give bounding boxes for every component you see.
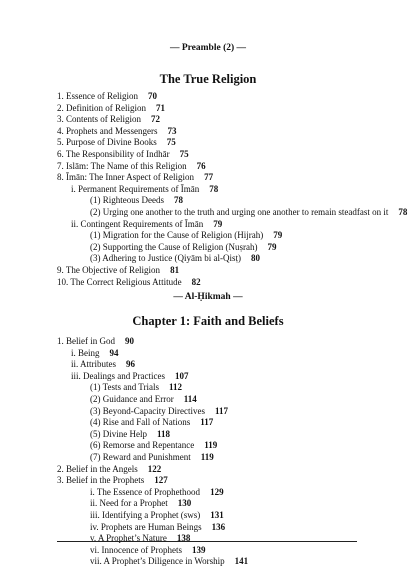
toc-entry-title: 5. Purpose of Divine Books	[57, 137, 157, 148]
toc-entry-title: (3) Adhering to Justice (Qiyām bi al-Qisṭ)	[90, 253, 241, 264]
toc-entry-title: 3. Belief in the Prophets	[57, 475, 145, 486]
toc-entry-title: 6. The Responsibility of Indhār	[57, 148, 170, 159]
toc-entry-page-number: 130	[177, 498, 192, 509]
toc-entry-page-number: 70	[147, 91, 157, 101]
toc-entry	[0, 219, 416, 231]
toc-entry-title: (7) Reward and Punishment	[90, 451, 191, 462]
toc-entry-title: (6) Remorse and Repentance	[90, 440, 195, 451]
toc-entry	[0, 195, 416, 207]
toc-entry	[0, 498, 416, 510]
toc-entry-page-number: 129	[210, 486, 224, 497]
toc-entry-title: (1) Migration for the Cause of Religion (Hijrah)	[90, 230, 264, 241]
toc-entry	[0, 277, 416, 289]
toc-entry-page-number: 81	[170, 264, 180, 275]
toc-entry-title: i. Permanent Requirements of Īmān	[71, 183, 200, 194]
toc-entry-page-number: 71	[156, 102, 165, 113]
toc-entry-page-number: 112	[168, 382, 182, 393]
toc-entry	[0, 382, 416, 394]
toc-entry	[0, 429, 416, 441]
toc-entry-title: (2) Guidance and Error	[90, 393, 174, 404]
toc-entry-page-number: 122	[147, 463, 162, 474]
toc-entry-page-number: 79	[273, 230, 283, 241]
toc-entry-page-number: 73	[167, 125, 177, 136]
toc-entry-title: v. A Prophet’s Nature	[90, 533, 167, 544]
toc-entry-title: (1) Righteous Deeds	[90, 195, 164, 206]
toc-entry	[0, 230, 416, 242]
toc-entry	[0, 464, 416, 476]
toc-entry-page-number: 139	[191, 544, 206, 555]
chapter-toc	[0, 336, 416, 568]
toc-entry	[0, 91, 416, 103]
toc-entry-page-number: 78	[209, 183, 219, 194]
toc-entry	[0, 172, 416, 184]
toc-entry-page-number: 141	[234, 556, 249, 567]
toc-entry-title: ii. Contingent Requirements of Īmān	[71, 218, 204, 229]
toc-entry-page-number: 77	[204, 172, 214, 183]
toc-entry-page-number: 138	[176, 533, 191, 544]
toc-entry	[0, 207, 416, 219]
toc-entry	[0, 394, 416, 406]
toc-entry-title: (2) Urging one another to the truth and urging one another to remain steadfast on it	[90, 206, 389, 217]
toc-entry	[0, 359, 416, 371]
footer-rule	[57, 541, 357, 542]
preamble-heading: — Preamble (2) —	[169, 43, 247, 53]
toc-entry-title: vii. A Prophet’s Diligence in Worship	[90, 556, 225, 567]
toc-entry-title: (3) Beyond-Capacity Directives	[90, 405, 205, 416]
toc-entry-page-number: 131	[210, 509, 224, 520]
toc-entry-title: 4. Prophets and Messengers	[57, 125, 158, 136]
toc-entry-page-number: 119	[200, 451, 214, 462]
toc-entry-page-number: 127	[154, 475, 168, 486]
toc-entry	[0, 440, 416, 452]
toc-entry	[0, 371, 416, 383]
toc-entry-page-number: 119	[204, 440, 218, 451]
toc-entry-page-number: 96	[126, 359, 135, 370]
toc-entry-page-number: 76	[196, 160, 206, 171]
toc-entry-title: i. Being	[71, 347, 100, 358]
toc-entry	[0, 161, 416, 173]
toc-entry-title: iii. Dealings and Practices	[71, 370, 165, 381]
preamble-title: The True Religion	[159, 72, 257, 86]
toc-entry-page-number: 75	[166, 137, 176, 148]
chapter-title: Chapter 1: Faith and Beliefs	[132, 314, 284, 328]
toc-entry	[0, 265, 416, 277]
toc-entry-title: iii. Identifying a Prophet (sws)	[90, 509, 201, 520]
toc-entry-title: 9. The Objective of Religion	[57, 264, 161, 275]
toc-entry-page-number: 82	[191, 276, 201, 287]
toc-entry	[0, 149, 416, 161]
toc-entry-title: iv. Prophets are Human Beings	[90, 521, 202, 532]
toc-entry-title: 1. Essence of Religion	[57, 91, 138, 101]
toc-entry	[0, 114, 416, 126]
toc-entry-title: 1. Belief in God	[57, 336, 115, 346]
toc-entry-page-number: 72	[151, 114, 160, 125]
toc-entry-title: 2. Belief in the Angels	[57, 463, 138, 474]
toc-entry-page-number: 94	[109, 347, 119, 358]
toc-entry-title: (2) Supporting the Cause of Religion (Nuṣrah)	[90, 241, 258, 252]
toc-entry	[0, 253, 416, 265]
toc-entry-title: 3. Contents of Religion	[57, 114, 141, 125]
toc-entry	[0, 103, 416, 115]
toc-entry	[0, 487, 416, 499]
toc-entry	[0, 242, 416, 254]
toc-entry-page-number: 78	[174, 195, 183, 206]
toc-entry	[0, 452, 416, 464]
toc-entry-title: i. The Essence of Prophethood	[90, 486, 201, 497]
toc-entry-page-number: 80	[250, 253, 260, 264]
toc-entry	[0, 417, 416, 429]
toc-entry	[0, 533, 416, 545]
toc-entry-title: (4) Rise and Fall of Nations	[90, 417, 191, 428]
toc-entry	[0, 556, 416, 568]
toc-entry	[0, 336, 416, 348]
toc-entry-page-number: 118	[156, 428, 170, 439]
toc-entry-page-number: 117	[200, 417, 214, 428]
toc-entry-title: vi. Innocence of Prophets	[90, 544, 182, 555]
toc-entry-page-number: 117	[214, 405, 228, 416]
toc-entry	[0, 126, 416, 138]
toc-entry-page-number: 78	[398, 206, 408, 217]
toc-entry	[0, 510, 416, 522]
toc-entry-page-number: 79	[213, 218, 223, 229]
toc-entry-page-number: 136	[211, 521, 226, 532]
toc-entry-title: 8. Īmān: The Inner Aspect of Religion	[57, 172, 195, 183]
toc-entry	[0, 184, 416, 196]
toc-entry-title: 7. Islām: The Name of this Religion	[57, 160, 187, 171]
toc-entry-page-number: 114	[183, 393, 197, 404]
toc-entry	[0, 475, 416, 487]
toc-entry-title: 10. The Correct Religious Attitude	[57, 276, 182, 287]
toc-entry-title: (5) Divine Help	[90, 428, 147, 439]
toc-entry-page-number: 75	[179, 148, 189, 159]
toc-entry	[0, 348, 416, 360]
hikmah-heading: — Al-Ḥikmah —	[173, 292, 243, 302]
toc-entry-page-number: 79	[267, 241, 277, 252]
toc-entry-title: (1) Tests and Trials	[90, 382, 159, 393]
toc-entry-title: ii. Attributes	[71, 359, 116, 370]
toc-entry	[0, 545, 416, 557]
toc-entry	[0, 406, 416, 418]
toc-entry-title: 2. Definition of Religion	[57, 102, 146, 113]
toc-entry-page-number: 90	[125, 336, 134, 346]
toc-entry	[0, 522, 416, 534]
toc-entry	[0, 137, 416, 149]
toc-entry-page-number: 107	[174, 370, 189, 381]
toc-entry-title: ii. Need for a Prophet	[90, 498, 168, 509]
preamble-toc	[0, 91, 416, 288]
